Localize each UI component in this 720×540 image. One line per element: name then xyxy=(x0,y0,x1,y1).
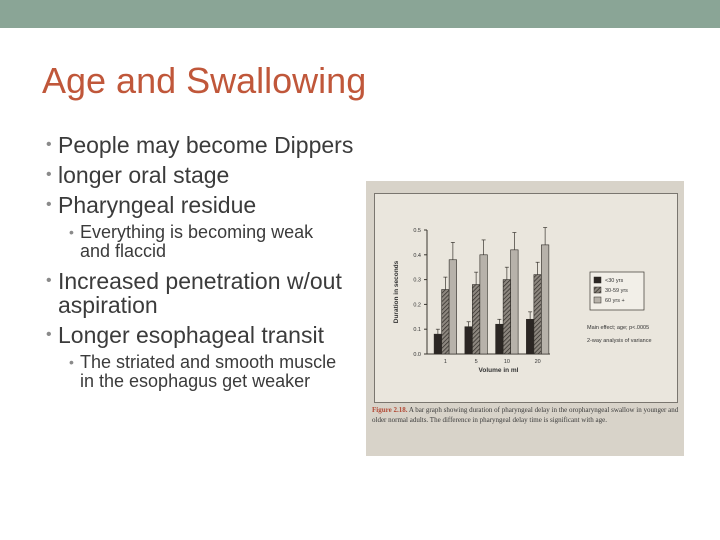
bar xyxy=(434,334,442,354)
bar xyxy=(511,250,519,354)
bar xyxy=(449,260,457,354)
bullet-item xyxy=(28,163,358,187)
legend-label: 60 yrs + xyxy=(605,298,625,304)
bullet-glyph: • xyxy=(46,136,52,153)
legend-swatch xyxy=(594,277,601,283)
bar xyxy=(541,245,549,354)
bullet-glyph: • xyxy=(69,224,74,240)
bar-chart xyxy=(375,194,677,402)
figure-caption xyxy=(372,405,680,425)
bullet-text: Pharyngeal residue xyxy=(58,192,257,218)
sub-bullet-item xyxy=(28,353,340,391)
sub-bullet-text: The striated and smooth muscle in the esophagus get weaker xyxy=(80,352,337,391)
stats-main-effect: Main effect; age; p<.0005 xyxy=(587,325,650,331)
bar xyxy=(534,275,542,354)
bar xyxy=(480,255,488,354)
legend-label: <30 yrs xyxy=(605,278,624,284)
slide-title: Age and Swallowing xyxy=(42,60,367,101)
y-tick-label: 0.3 xyxy=(413,277,421,284)
bullet-text: Longer esophageal transit xyxy=(58,322,324,348)
sub-bullet-item xyxy=(28,223,340,261)
y-axis-label: Duration in seconds xyxy=(393,260,400,324)
bullet-item xyxy=(28,133,358,157)
top-accent-bar xyxy=(0,0,720,28)
bar xyxy=(465,327,473,354)
x-axis-label: Volume in ml xyxy=(478,367,519,374)
bullet-item xyxy=(28,269,358,317)
bullet-text: People may become Dippers xyxy=(58,132,354,158)
x-tick-label: 10 xyxy=(503,359,510,365)
stats-anova-note: 2-way analysis of variance xyxy=(587,338,652,344)
legend-swatch xyxy=(594,287,601,293)
bullet-text: Increased penetration w/out aspiration xyxy=(58,268,342,318)
y-tick-label: 0.2 xyxy=(413,302,421,309)
figure-photo xyxy=(366,181,684,456)
legend-label: 30-59 yrs xyxy=(605,288,628,294)
y-tick-label: 0.4 xyxy=(413,252,421,259)
bar xyxy=(526,319,534,354)
bullet-item xyxy=(28,193,358,217)
bar xyxy=(472,285,480,354)
bullet-glyph: • xyxy=(46,272,52,289)
x-tick-label: 1 xyxy=(443,359,447,365)
bar xyxy=(496,324,504,354)
bar xyxy=(442,290,450,354)
bullet-list xyxy=(28,133,358,399)
caption-text: A bar graph showing duration of pharyngeal delay in the oropharyngeal swallow in younger and older normal adults. The difference in pharyngeal delay time is significant with age. xyxy=(372,406,679,424)
bullet-glyph: • xyxy=(46,196,52,213)
bullet-glyph: • xyxy=(46,326,52,343)
bullet-glyph: • xyxy=(46,166,52,183)
bar xyxy=(503,280,511,354)
y-tick-label: 0.0 xyxy=(413,352,421,358)
bullet-item xyxy=(28,323,358,347)
y-tick-label: 0.1 xyxy=(413,327,421,334)
bullet-text: longer oral stage xyxy=(58,162,230,188)
y-tick-label: 0.5 xyxy=(413,228,421,234)
x-tick-label: 5 xyxy=(474,359,478,365)
bullet-glyph: • xyxy=(69,354,74,370)
figure-label: Figure 2.18. xyxy=(372,406,408,414)
chart-frame xyxy=(374,193,678,403)
legend-swatch xyxy=(594,297,601,303)
x-tick-label: 20 xyxy=(534,359,541,365)
sub-bullet-text: Everything is becoming weak and flaccid xyxy=(80,222,314,261)
